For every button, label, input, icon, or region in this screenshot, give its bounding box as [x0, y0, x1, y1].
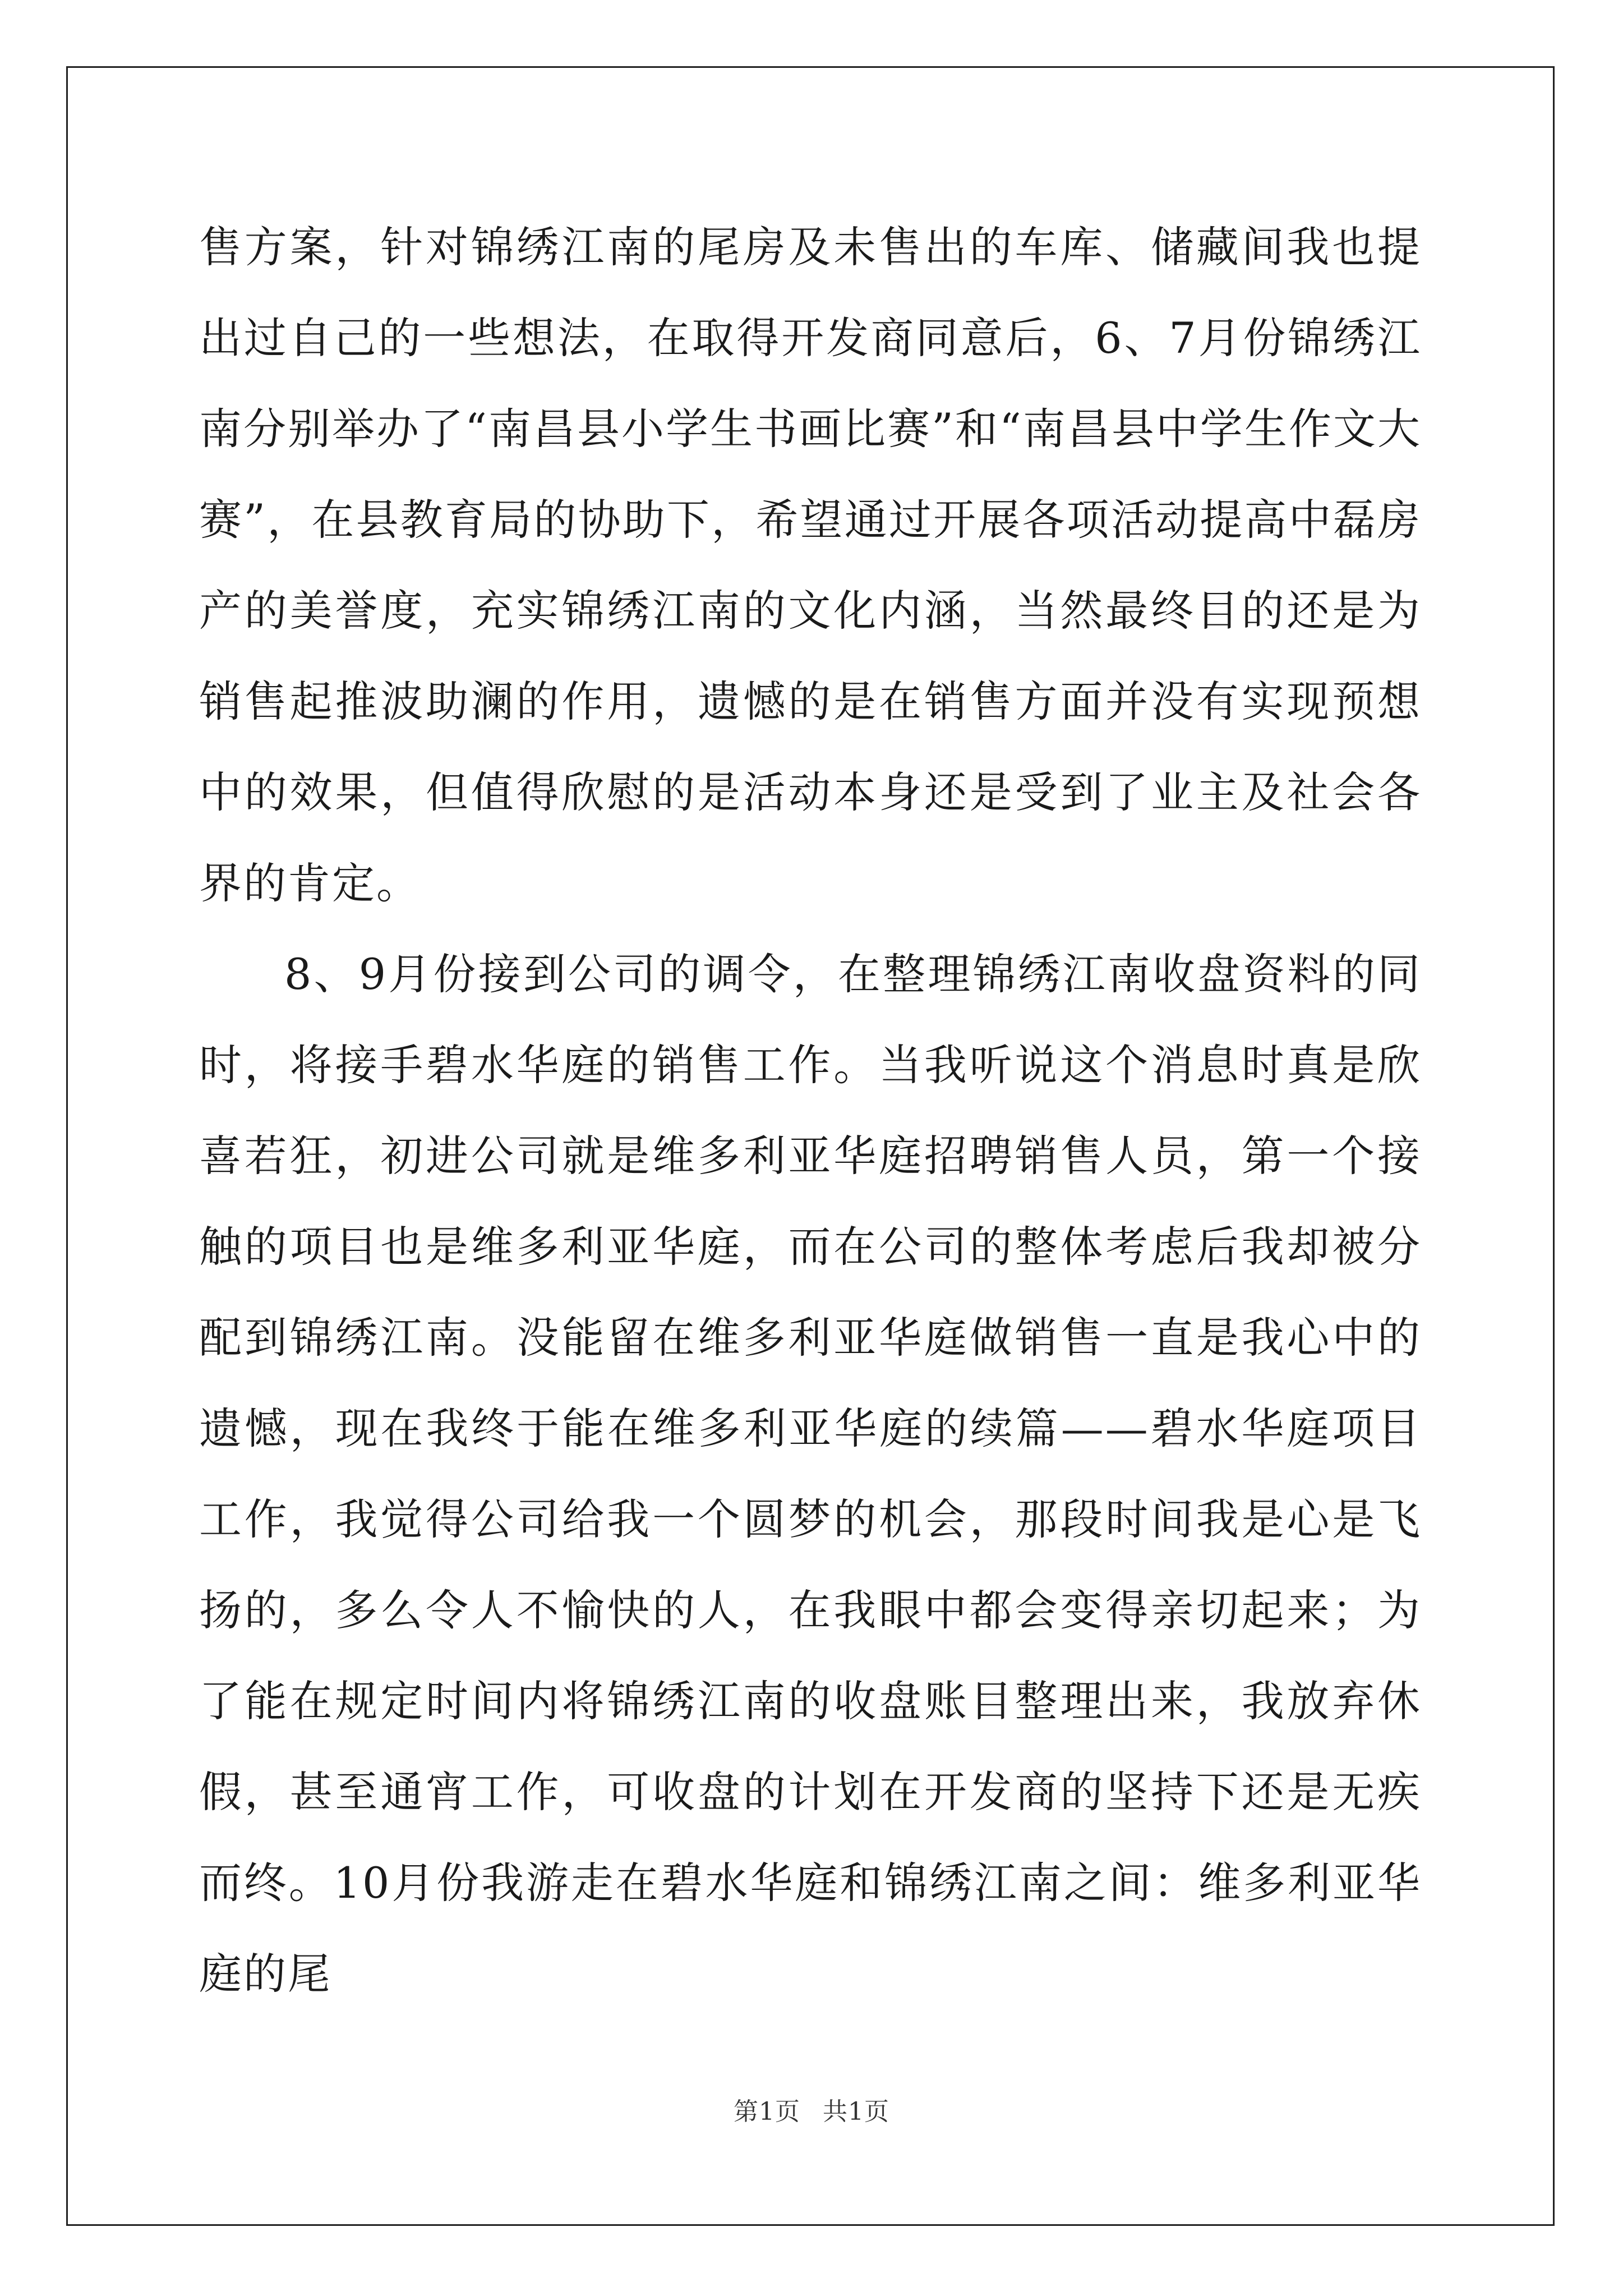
- page-number: 第1页: [734, 2097, 800, 2126]
- page-total: 共1页: [823, 2097, 889, 2126]
- paragraph-1: 售方案，针对锦绣江南的尾房及未售出的车库、储藏间我也提出过自己的一些想法，在取得开发商同意后，6、7月份锦绣江南分别举办了“南昌县小学生书画比赛”和“南昌县中学生作文大赛”，在县教育局的协助下，希望通过开展各项活动提高中磊房产的美誉度，充实锦绣江南的文化内涵，当然最终目的还是为销售起推波助澜的作用，遗憾的是在销售方面并没有实现预想中的效果，但值得欣慰的是活动本身还是受到了业主及社会各界的肯定。: [199, 222, 1422, 908]
- document-body: [199, 202, 1422, 2019]
- page-footer: [0, 2095, 1623, 2129]
- paragraph-2: 8、9月份接到公司的调令，在整理锦绣江南收盘资料的同时，将接手碧水华庭的销售工作。当我听说这个消息时真是欣喜若狂，初进公司就是维多利亚华庭招聘销售人员，第一个接触的项目也是维多利亚华庭，而在公司的整体考虑后我却被分配到锦绣江南。没能留在维多利亚华庭做销售一直是我心中的遗憾，现在我终于能在维多利亚华庭的续篇——碧水华庭项目工作，我觉得公司给我一个圆梦的机会，那段时间我是心是飞扬的，多么令人不愉快的人，在我眼中都会变得亲切起来；为了能在规定时间内将锦绣江南的收盘账目整理出来，我放弃休假，甚至通宵工作，可收盘的计划在开发商的坚持下还是无疾而终。10月份我游走在碧水华庭和锦绣江南之间：维多利亚华庭的尾: [199, 949, 1422, 1999]
